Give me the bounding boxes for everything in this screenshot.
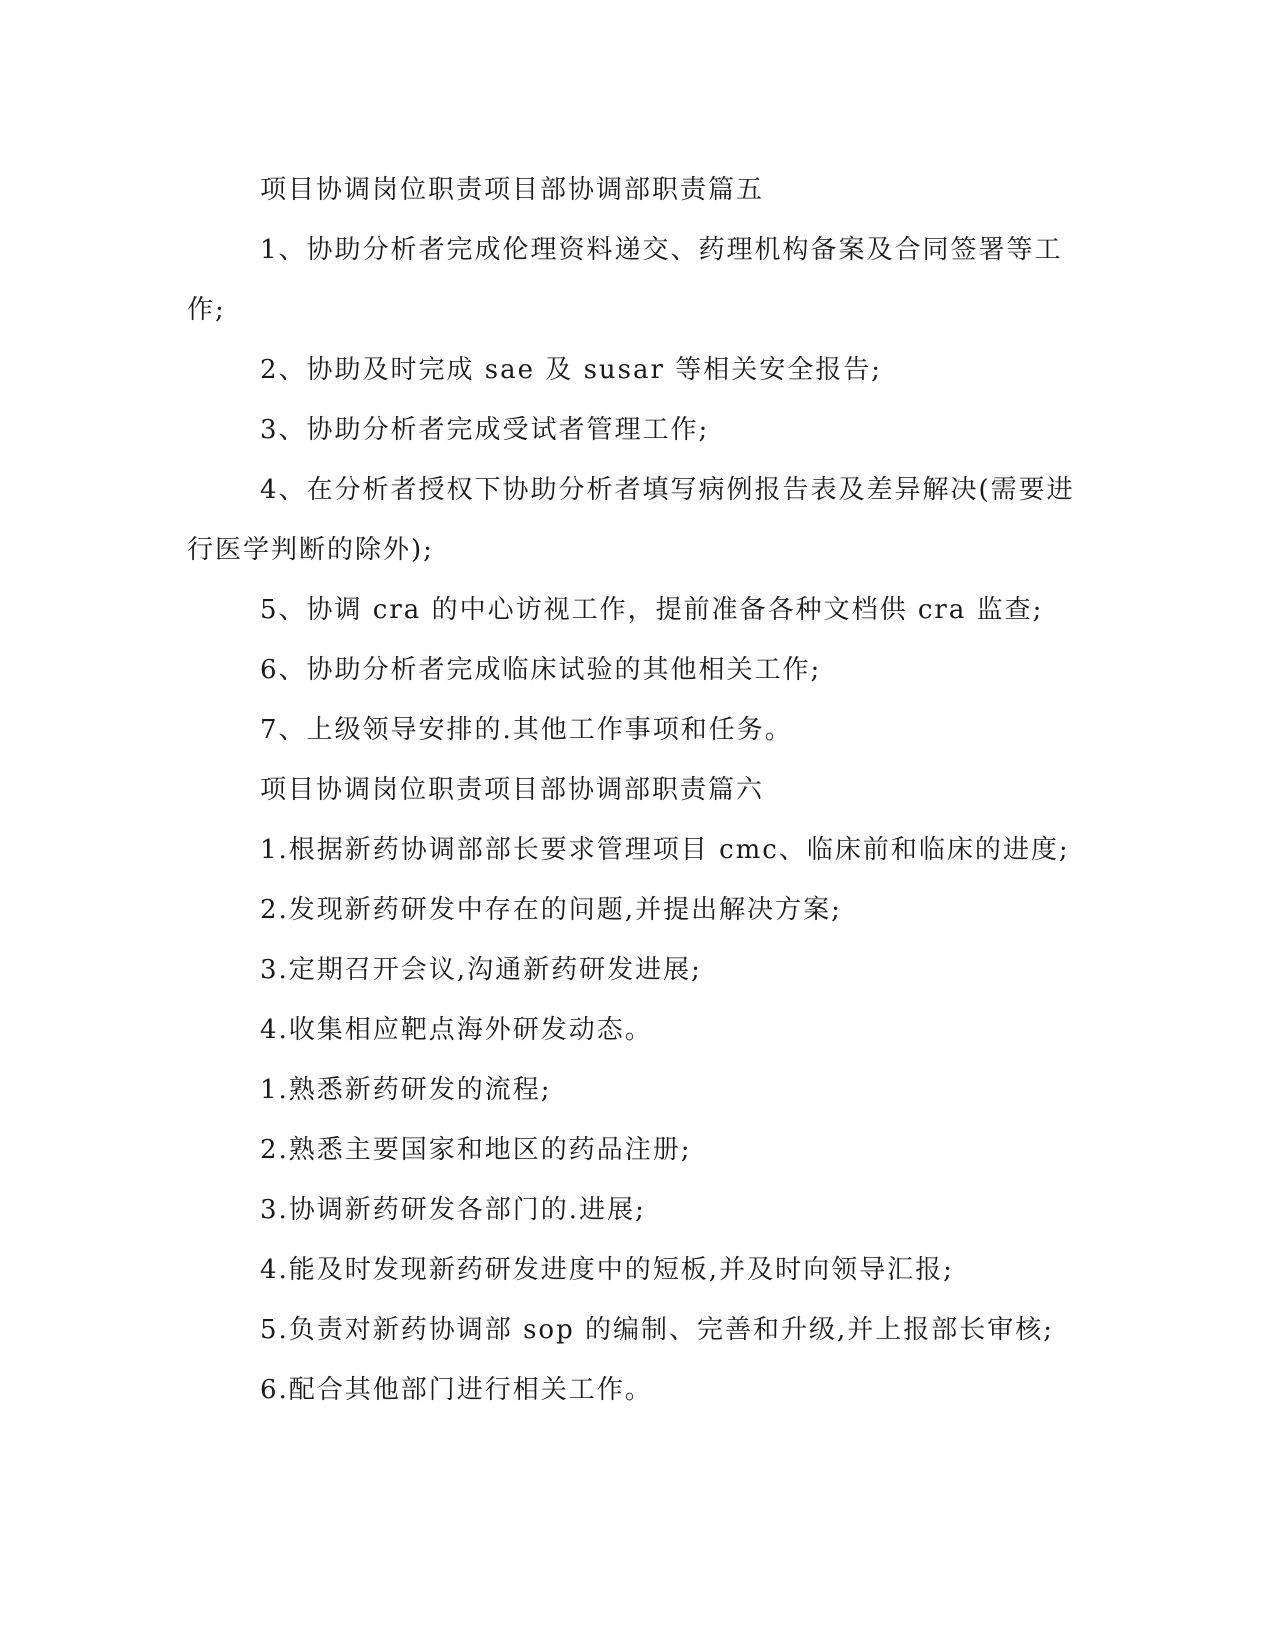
list-item: 4.能及时发现新药研发进度中的短板,并及时向领导汇报; <box>260 1255 954 1285</box>
list-item: 2.熟悉主要国家和地区的药品注册; <box>260 1135 692 1165</box>
list-item: 3、协助分析者完成受试者管理工作; <box>260 415 710 445</box>
list-item: 2.发现新药研发中存在的问题,并提出解决方案; <box>260 895 842 925</box>
list-item: 4、在分析者授权下协助分析者填写病例报告表及差异解决(需要进行医学判断的除外); <box>187 475 1075 565</box>
list-item: 3.协调新药研发各部门的.进展; <box>260 1195 646 1225</box>
section-heading: 项目协调岗位职责项目部协调部职责篇五 <box>260 175 765 205</box>
list-item: 7、上级领导安排的.其他工作事项和任务。 <box>260 715 793 745</box>
list-item: 5.负责对新药协调部 sop 的编制、完善和升级,并上报部长审核; <box>260 1315 1055 1345</box>
list-item: 5、协调 cra 的中心访视工作，提前准备各种文档供 cra 监查; <box>260 595 1044 625</box>
list-item: 2、协助及时完成 sae 及 susar 等相关安全报告; <box>260 355 882 385</box>
list-item: 3.定期召开会议,沟通新药研发进展; <box>260 955 702 985</box>
section-heading: 项目协调岗位职责项目部协调部职责篇六 <box>260 775 765 805</box>
list-item: 4.收集相应靶点海外研发动态。 <box>260 1015 653 1045</box>
list-item: 1.根据新药协调部部长要求管理项目 cmc、临床前和临床的进度; <box>260 835 1070 865</box>
list-item: 1、协助分析者完成伦理资料递交、药理机构备案及合同签署等工作; <box>187 235 1063 325</box>
list-item: 6、协助分析者完成临床试验的其他相关工作; <box>260 655 822 685</box>
list-item: 1.熟悉新药研发的流程; <box>260 1075 552 1105</box>
document-body <box>187 160 1087 1420</box>
list-item: 6.配合其他部门进行相关工作。 <box>260 1375 653 1405</box>
